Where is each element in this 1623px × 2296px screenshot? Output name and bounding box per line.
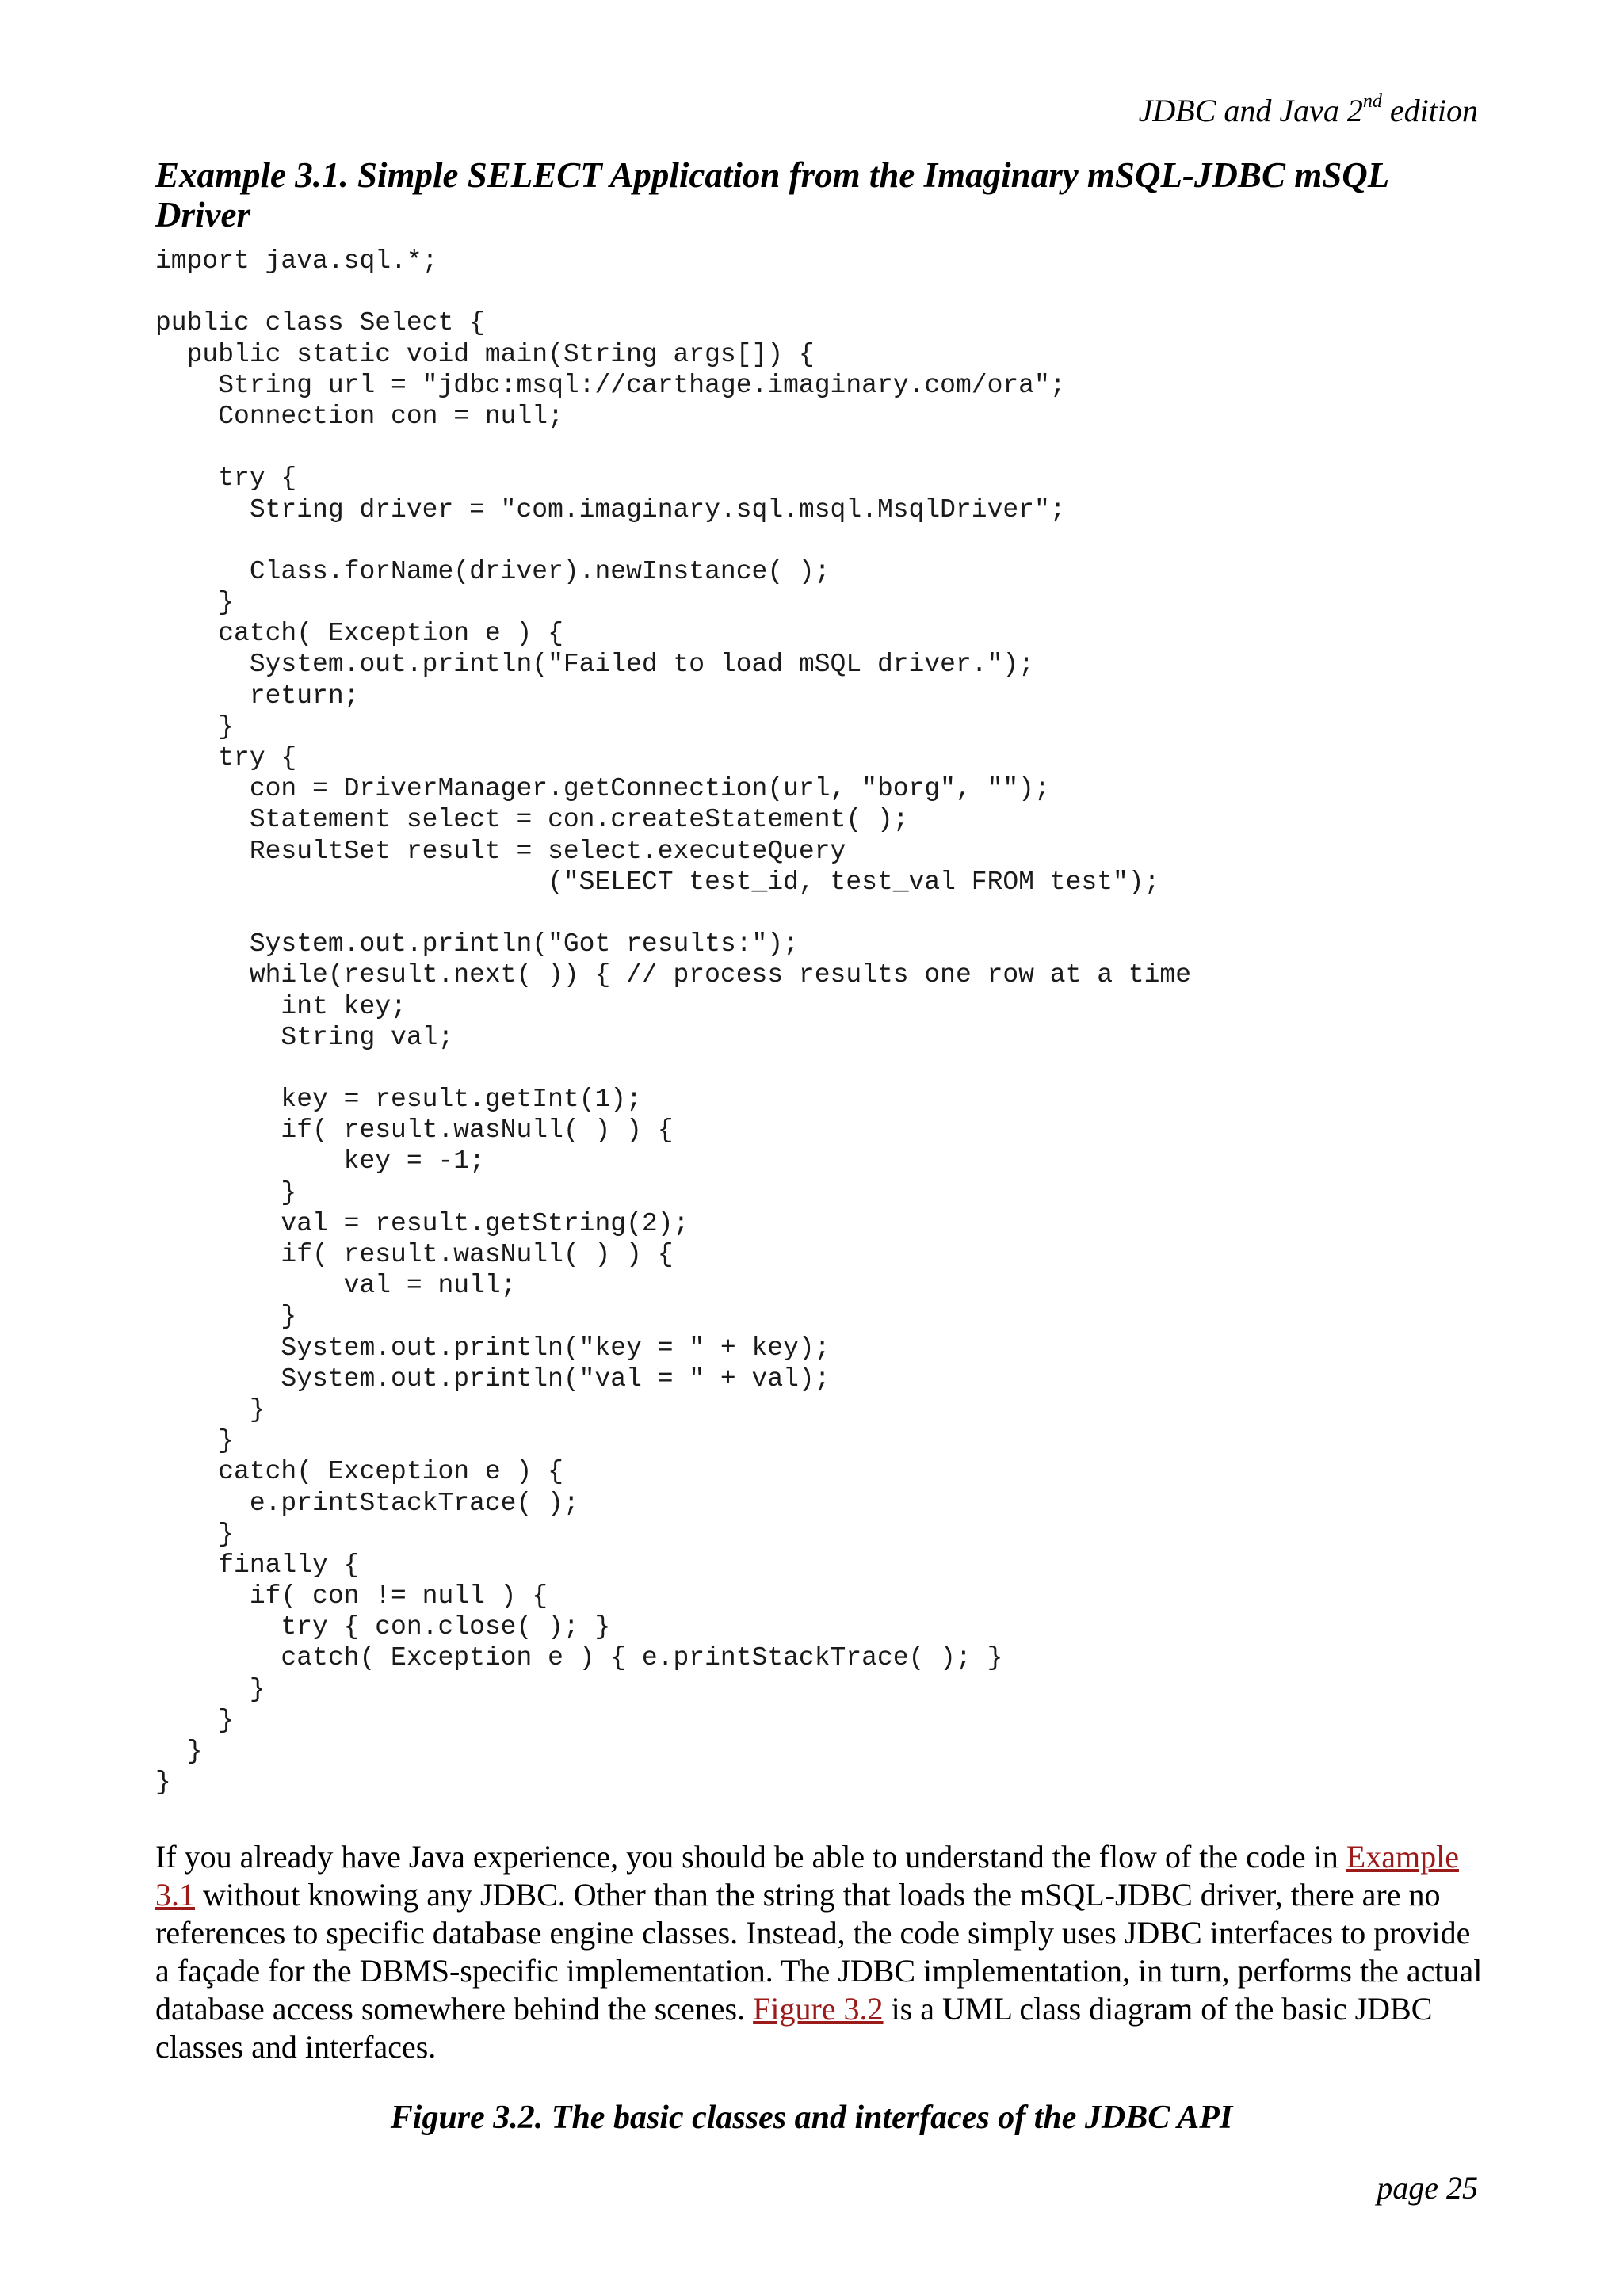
example-3-1-link[interactable]: Example 3.1 — [155, 1839, 1459, 1913]
code-line: String driver = "com.imaginary.sql.msql.MsqlDriver"; — [155, 494, 1066, 524]
code-line: } — [155, 1426, 235, 1456]
code-listing — [155, 246, 1191, 1798]
code-line: if( result.wasNull( ) ) { — [155, 1116, 674, 1146]
code-line: try { — [155, 463, 297, 494]
code-line: } — [155, 1519, 235, 1549]
code-line: catch( Exception e ) { — [155, 619, 563, 649]
code-line: } — [155, 1737, 203, 1766]
code-line: ("SELECT test_id, test_val FROM test"); — [155, 867, 1160, 897]
code-line: public static void main(String args[]) { — [155, 339, 815, 369]
code-line: } — [155, 588, 235, 618]
code-line: String val; — [155, 1022, 454, 1052]
code-line: System.out.println("val = " + val); — [155, 1363, 831, 1394]
running-header — [1138, 91, 1478, 128]
code-line: Class.forName(driver).newInstance( ); — [155, 556, 831, 586]
code-line: } — [155, 1768, 171, 1798]
code-line: import java.sql.*; — [155, 246, 438, 276]
code-line: System.out.println("Failed to load mSQL driver."); — [155, 650, 1034, 680]
code-line: while(result.next( )) { // process results one row at a time — [155, 960, 1192, 990]
code-line: catch( Exception e ) { e.printStackTrace( ); } — [155, 1643, 1003, 1673]
code-line: } — [155, 711, 235, 742]
code-line: String url = "jdbc:msql://carthage.imaginary.com/ora"; — [155, 370, 1066, 400]
code-line — [155, 277, 1191, 307]
code-line: if( result.wasNull( ) ) { — [155, 1240, 674, 1269]
body-paragraph — [155, 1838, 1487, 2066]
code-line: key = -1; — [155, 1146, 485, 1177]
code-line: e.printStackTrace( ); — [155, 1488, 579, 1518]
code-line: val = null; — [155, 1271, 517, 1301]
header-suffix: edition — [1381, 93, 1478, 128]
code-line: finally { — [155, 1550, 360, 1580]
code-line: return; — [155, 681, 360, 711]
code-line: if( con != null ) { — [155, 1581, 548, 1611]
code-line — [155, 1053, 1191, 1084]
example-title: Example 3.1. Simple SELECT Application from the Imaginary mSQL-JDBC mSQL Driver — [155, 155, 1388, 235]
page-number: page 25 — [1377, 2170, 1478, 2206]
code-line: catch( Exception e ) { — [155, 1457, 563, 1487]
code-line: try { con.close( ); } — [155, 1612, 611, 1642]
paragraph-text: without knowing any JDBC. Other than the string that loads the mSQL-JDBC driver, there are no references to specific database engine classes. Instead, the code simply uses JDBC interfaces to provide a façade for the DBMS-specific implementation. The JDBC implementation, in turn, performs the actual database access somewhere behind the scenes. — [155, 1877, 1483, 2027]
code-line: System.out.println("key = " + key); — [155, 1333, 831, 1363]
code-line: Connection con = null; — [155, 401, 563, 431]
code-line — [155, 432, 1191, 463]
paragraph-text: is a UML class diagram of the basic JDBC classes and interfaces. — [155, 1991, 1433, 2065]
code-line: try { — [155, 743, 297, 772]
code-line: } — [155, 1302, 297, 1332]
figure-3-2-link[interactable]: Figure 3.2 — [753, 1991, 884, 2027]
figure-caption: Figure 3.2. The basic classes and interfaces of the JDBC API — [390, 2100, 1233, 2136]
code-line: System.out.println("Got results:"); — [155, 929, 799, 959]
code-line: } — [155, 1705, 235, 1735]
code-line — [155, 525, 1191, 556]
header-title: JDBC and Java 2 — [1138, 93, 1363, 128]
code-line: val = result.getString(2); — [155, 1208, 689, 1238]
code-line: int key; — [155, 991, 407, 1021]
code-line — [155, 898, 1191, 929]
code-line: } — [155, 1674, 265, 1704]
code-line: con = DriverManager.getConnection(url, "borg", ""); — [155, 774, 1050, 804]
code-line: key = result.getInt(1); — [155, 1085, 642, 1115]
code-line: Statement select = con.createStatement( ); — [155, 805, 909, 835]
code-line: } — [155, 1177, 297, 1207]
paragraph-text: If you already have Java experience, you should be able to understand the flow of the code in — [155, 1839, 1346, 1875]
header-superscript: nd — [1362, 91, 1382, 112]
code-line: ResultSet result = select.executeQuery — [155, 836, 846, 866]
code-line: } — [155, 1394, 265, 1425]
code-line: public class Select { — [155, 308, 485, 338]
